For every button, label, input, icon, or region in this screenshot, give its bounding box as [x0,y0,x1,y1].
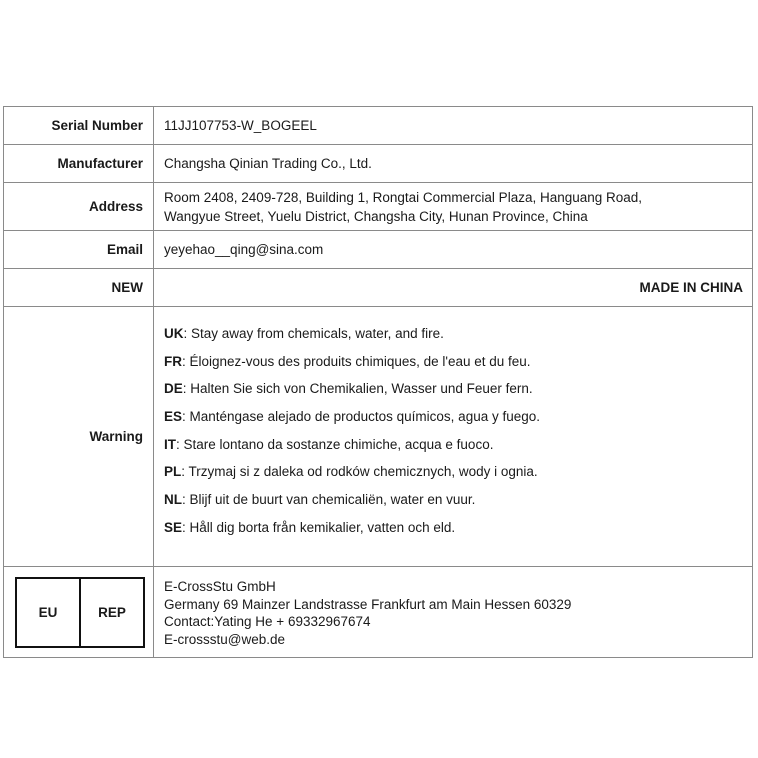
rep-box: REP [79,579,143,646]
serial-number-label: Serial Number [4,107,154,145]
eu-rep-contact: Contact:Yating He + 69332967674 [164,614,371,629]
warning-lang-code: ES [164,409,183,425]
warning-text: : Håll dig borta från kemikalier, vatten och eld. [182,519,456,535]
warning-item-fr [164,352,744,380]
email-label: Email [4,231,154,269]
address-line: Wangyue Street, Yuelu District, Changsha City, Hunan Province, China [164,208,588,224]
warning-lang-code: SE [164,519,183,535]
warning-text: : Blijf uit de buurt van chemicaliën, water en vuur. [182,492,476,508]
warning-item-es [164,407,744,435]
warning-lang-code: IT [164,436,176,452]
warning-label: Warning [4,307,154,567]
warning-list [154,307,753,567]
warning-item-de [164,379,744,407]
manufacturer-value: Changsha Qinian Trading Co., Ltd. [154,145,753,183]
warning-item-it [164,435,744,463]
product-label-table [3,106,753,658]
warning-text: : Éloignez-vous des produits chimiques, de l'eau et du feu. [182,353,531,369]
eu-rep-symbol [15,577,145,648]
eu-rep-company: E-CrossStu GmbH [164,579,276,594]
made-in-china-value: MADE IN CHINA [154,269,753,307]
warning-row [4,307,753,567]
warning-lang-code: NL [164,492,182,508]
warning-text: : Manténgase alejado de productos químicos, agua y fuego. [182,409,541,425]
eu-rep-email: E-crossstu@web.de [164,631,285,647]
warning-item-se [164,518,744,546]
new-row [4,269,753,307]
manufacturer-label: Manufacturer [4,145,154,183]
warning-lang-code: DE [164,381,183,397]
address-row [4,183,753,231]
serial-number-row [4,107,753,145]
email-value: yeyehao__qing@sina.com [154,231,753,269]
eu-rep-details [154,567,753,658]
warning-text: : Halten Sie sich von Chemikalien, Wasser und Feuer fern. [182,381,533,397]
warning-item-pl [164,462,744,490]
warning-lang-code: UK [164,326,184,341]
eu-rep-row [4,567,753,658]
warning-lang-code: FR [164,353,182,369]
eu-rep-symbol-cell [4,567,154,658]
serial-number-value: 11JJ107753-W_BOGEEL [154,107,753,145]
new-label: NEW [4,269,154,307]
address-line: Room 2408, 2409-728, Building 1, Rongtai Commercial Plaza, Hanguang Road, [164,189,643,205]
warning-text: : Stay away from chemicals, water, and fire. [183,326,444,341]
eu-rep-address: Germany 69 Mainzer Landstrasse Frankfurt am Main Hessen 60329 [164,596,572,612]
warning-lang-code: PL [164,464,182,480]
address-label: Address [4,183,154,231]
eu-box: EU [38,605,58,620]
warning-item-nl [164,490,744,518]
address-value [154,183,753,231]
warning-item-uk [164,324,744,352]
warning-text: : Trzymaj si z daleka od rodków chemicznych, wody i ognia. [181,464,538,480]
manufacturer-row [4,145,753,183]
warning-text: : Stare lontano da sostanze chimiche, acqua e fuoco. [176,436,494,452]
email-row [4,231,753,269]
